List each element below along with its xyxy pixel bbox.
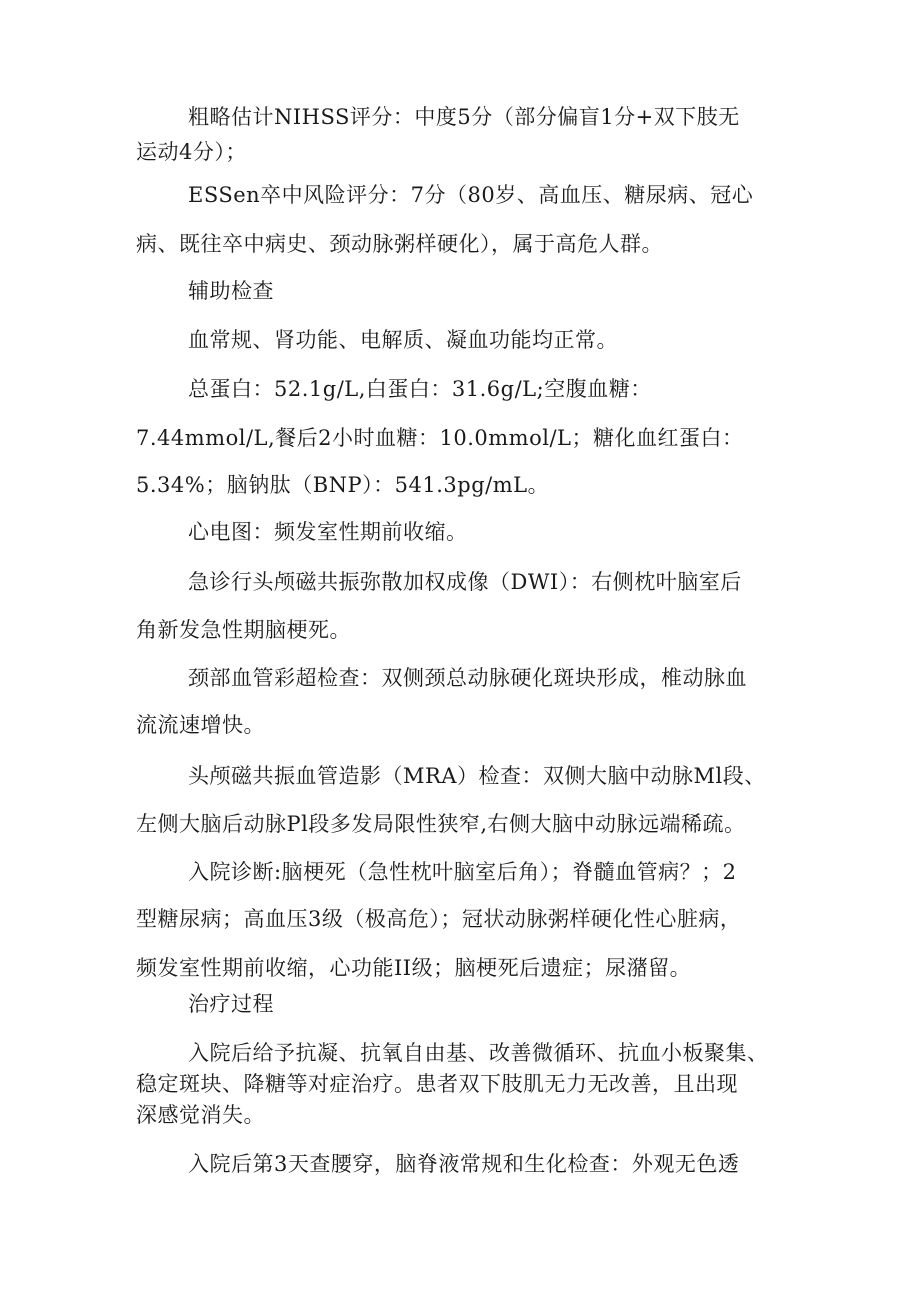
text-line: 颈部血管彩超检查：双侧颈总动脉硬化斑块形成，椎动脉血 <box>188 666 747 690</box>
text-line: 深感觉消失。 <box>136 1103 265 1127</box>
text-line: 流流速增快。 <box>136 713 265 737</box>
text-line: 病、既往卒中病史、颈动脉粥样硬化），属于高危人群。 <box>136 232 663 256</box>
section-heading: 治疗过程 <box>188 992 274 1016</box>
text-line: 5.34%；脑钠肽（BNP）：541.3pg/mL。 <box>136 473 550 497</box>
text-line: 头颅磁共振血管造影（MRA）检查：双侧大脑中动脉Ml段、 <box>188 764 766 788</box>
section-heading: 辅助检查 <box>188 279 274 303</box>
text-line: 7.44mmol/L,餐后2小时血糖：10.0mmol/L；糖化血红蛋白： <box>136 426 744 450</box>
text-line: 入院后第3天查腰穿，脑脊液常规和生化检查：外观无色透 <box>188 1152 740 1176</box>
text-line: 血常规、肾功能、电解质、凝血功能均正常。 <box>188 328 618 352</box>
text-line: 粗略估计NIHSS评分：中度5分（部分偏盲1分+双下肢无 <box>188 105 740 129</box>
text-line: 稳定斑块、降糖等对症治疗。患者双下肢肌无力无改善，且出现 <box>136 1072 738 1096</box>
text-line: 角新发急性期脑梗死。 <box>136 618 351 642</box>
text-line: 心电图：频发室性期前收缩。 <box>188 520 468 544</box>
text-line: 频发室性期前收缩，心功能II级；脑梗死后遗症；尿潴留。 <box>136 956 692 980</box>
text-line: 入院后给予抗凝、抗氧自由基、改善微循环、抗血小板聚集、 <box>188 1041 769 1065</box>
text-line: 入院诊断:脑梗死（急性枕叶脑室后角）；脊髓血管病？；2 <box>188 860 737 884</box>
text-line: 左侧大脑后动脉Pl段多发局限性狭窄,右侧大脑中动脉远端稀疏。 <box>136 812 746 836</box>
text-line: 型糖尿病；高血压3级（极高危）；冠状动脉粥样硬化性心脏病， <box>136 907 742 931</box>
text-line: 急诊行头颅磁共振弥散加权成像（DWI）：右侧枕叶脑室后 <box>188 570 742 594</box>
text-line: 运动4分）； <box>136 140 247 164</box>
text-line: 总蛋白：52.1g/L,白蛋白：31.6g/L;空腹血糖： <box>188 377 652 401</box>
text-line: ESSen卒中风险评分：7分（80岁、高血压、糖尿病、冠心 <box>188 183 754 207</box>
